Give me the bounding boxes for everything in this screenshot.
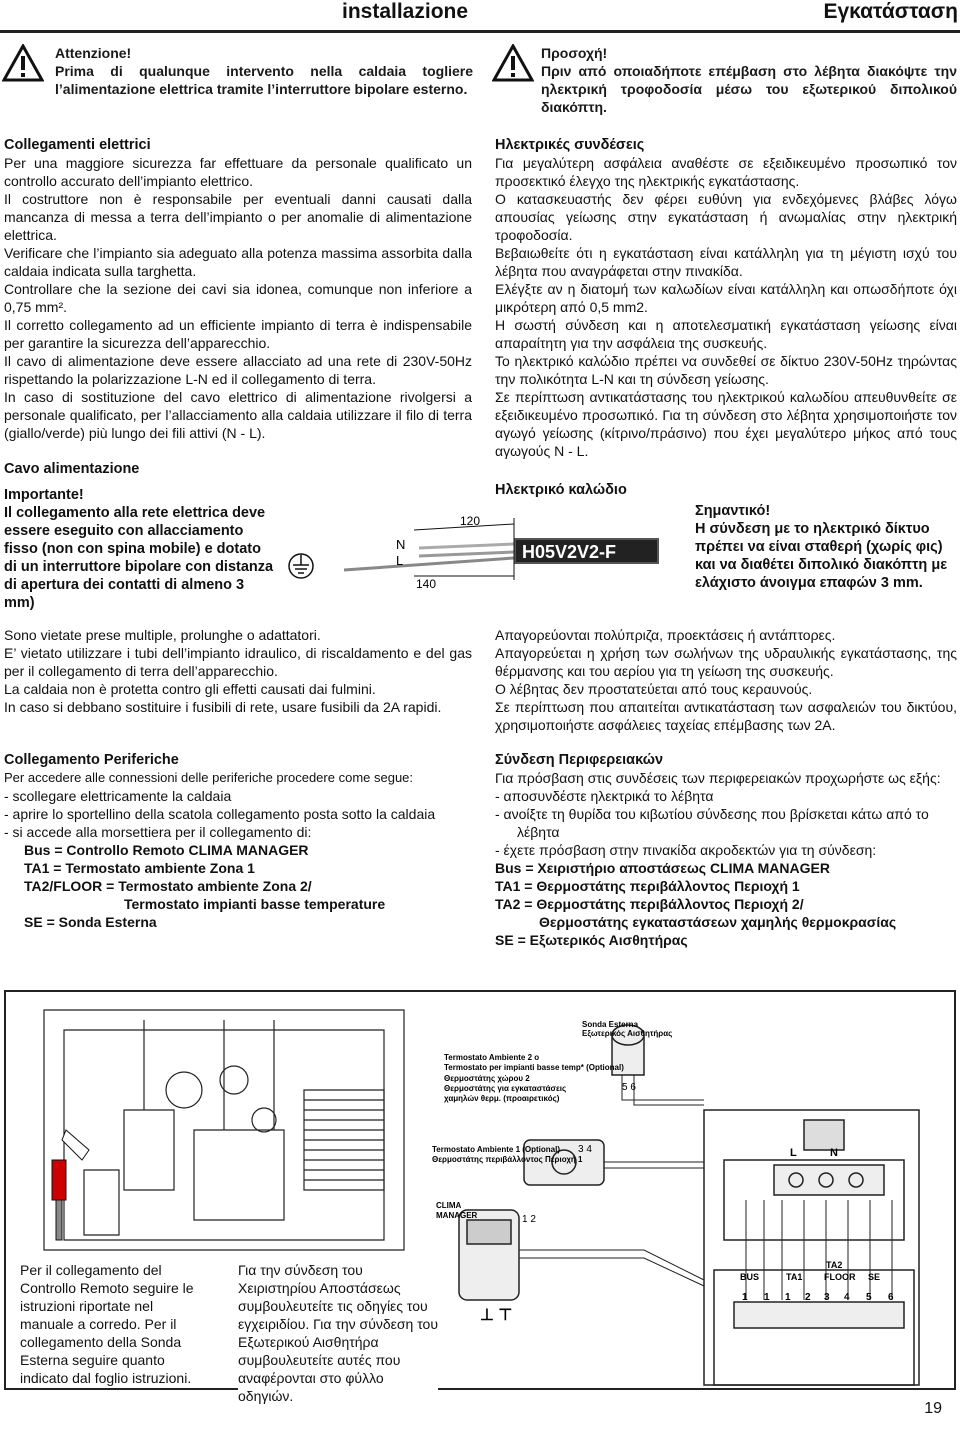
list-item: - αποσυνδέστε ηλεκτρικά το λέβητα [495,788,714,804]
paragraph: Ελέγξτε αν η διατομή των καλωδίων είναι κατάλληλη και οπωσδήποτε όχι μικρότερη από 0,5 mm2. [495,281,957,315]
paragraph: Il costruttore non è responsabile per eventuali danni causati dalla mancanza di messa a terra dell’impianto o per anomalie di alimentazione elettrica. [4,191,472,243]
terminal-num: 5 6 [622,1082,636,1093]
warning-icon [492,44,534,82]
terminal-def: Bus = Χειριστήριο αποστάσεως CLIMA MANAGER [495,860,830,876]
header-title-gr: Εγκατάσταση [823,0,958,23]
earth-wire [344,558,514,570]
bottom-note-it: Per il collegamento del Controllo Remoto seguire le istruzioni riportate nel manuale a corredo. Per il collegamento della Sonda Esterna seguire quanto indicato dal foglio istruzioni. [20,1261,200,1387]
paragraph: La caldaia non è protetta contro gli effetti causati dai fulmini. [4,681,376,697]
section-title: Ηλεκτρικές συνδέσεις [495,137,645,153]
paragraph: Βεβαιωθείτε ότι η εγκατάσταση είναι κατάλληλη για τη μέγιστη ισχύ του λέβητα που αναγράφεται στην πινακίδα. [495,245,957,279]
l-label: L [396,553,404,568]
paragraph: Verificare che l’impianto sia adeguato alla potenza massima assorbita dalla caldaia indicata sulla targhetta. [4,245,472,279]
paragraph: Controllare che la sezione dei cavi sia idonea, comunque non inferiore a 0,75 mm². [4,281,472,315]
warning-text: Πριν από οποιαδήποτε επέμβαση στο λέβητα διακόψτε την ηλεκτρική τροφοδοσία μέσω του εξωτερικού διπολικού διακόπτη. [541,63,957,115]
important-text: Il collegamento alla rete elettrica deve essere eseguito con allacciamento fisso (non con spina mobile) e dotato di un interruttore bipolare con distanza di apertura dei contatti di almeno 3 mm) [4,505,274,611]
paragraph: Η σωστή σύνδεση και η αποτελεσματική εγκατάσταση γείωσης είναι απαραίτητη για την ασφάλεια της συσκευής. [495,317,957,351]
ta2-label-gr-2: Θερμοστάτης για εγκαταστάσεις [444,1084,567,1093]
terminal-def: SE = Sonda Esterna [24,914,157,930]
terminal-num: 1 2 [522,1214,536,1225]
terminal-def: Termostato impianti basse temperature [124,896,386,912]
paragraph: Απαγορεύεται η χρήση των σωλήνων της υδραυλικής εγκατάστασης, της θέρμανσης και του αερίου για τη γείωση της συσκευής. [495,645,957,679]
ta1-label-it: Termostato Ambiente 1 (Optional) [432,1145,561,1154]
bottom-note-gr: Για την σύνδεση του Χειριστηρίου Αποστάσεως συμβουλευτείτε τις οδηγίες του εγχειριδίου. Για την σύνδεση του Εξωτερικού Αισθητήρα συμβουλευτείτε αυτές που αναφέρονται στο φύλλο οδηγιών. [238,1262,438,1404]
terminal-def: SE = Εξωτερικός Αισθητήρας [495,932,688,948]
label-ta2: TA2 [826,1260,843,1270]
paragraph: Σε περίπτωση αντικατάστασης του ηλεκτρικού καλωδίου απευθυνθείτε σε εξειδικευμένο προσωπικό. Για τη σύνδεση στο λέβητα χρησιμοποιήστε τον αγωγό γείωσης (κίτρινο/πράσινο) που έχει μεγαλύτερο μήκος από τους αγωγούς N - L. [495,389,957,459]
ta2-label-it-1: Termostato Ambiente 2 o [444,1053,540,1062]
peripherals-gr [495,751,957,949]
prohibitions-it [4,626,472,716]
terminal-def: TA2/FLOOR = Termostato ambiente Zona 2/ [24,878,312,894]
paragraph: Per accedere alle connessioni delle periferiche procedere come segue: [4,770,414,785]
paragraph: Il cavo di alimentazione deve essere allacciato ad una rete di 230V-50Hz rispettando la polarizzazione L-N ed il collegamento di terra. [4,353,472,387]
warning-gr [541,44,957,116]
ta2-label-gr-1: Θερμοστάτης χώρου 2 [444,1074,530,1083]
length-120: 120 [460,514,481,528]
terminal-num: 3 4 [578,1144,592,1155]
neutral-wire [419,544,514,548]
warning-it [55,44,473,98]
paragraph: Sono vietate prese multiple, prolunghe o adattatori. [4,627,321,643]
label-se: SE [868,1272,881,1282]
paragraph: In caso di sostituzione del cavo elettrico di alimentazione rivolgersi a personale qualificato, per l’allacciamento alla caldaia utilizzare il filo di terra (giallo/verde) più lungo dei fili attivi (N - L). [4,389,472,441]
list-item: - έχετε πρόσβαση στην πινακίδα ακροδεκτών για τη σύνδεση: [495,842,877,858]
clima-label: CLIMA [436,1201,462,1210]
prohibitions-gr [495,626,957,734]
terminal-l: L [790,1147,797,1159]
paragraph: Απαγορεύονται πολύπριζα, προεκτάσεις ή αντάπτορες. [495,627,836,643]
warning-icon [2,44,44,82]
manager-label: MANAGER [436,1211,478,1220]
clima-manager-icon [459,1210,519,1300]
section-title: Collegamento Periferiche [4,752,179,768]
bus-polarity-label: ⊥ ⊤ [480,1307,513,1324]
cable-code: H05V2V2-F [522,542,617,562]
warning-title: Attenzione! [55,45,132,61]
list-item: - ανοίξτε τη θυρίδα του κιβωτίου σύνδεσης που βρίσκεται κάτω από το λέβητα [495,806,929,840]
terminal-n: N [830,1147,838,1159]
paragraph: Ο λέβητας δεν προστατεύεται από τους κεραυνούς. [495,681,813,697]
important-gr [695,502,957,592]
cable-title-gr: Ηλεκτρικό καλώδιο [495,482,627,498]
important-title: Importante! [4,487,84,503]
ta2-label-gr-3: χαμηλών θερμ. (προαιρετικός) [444,1094,560,1103]
header-title-it: installazione [342,0,469,23]
list-item: - scollegare elettricamente la caldaia [4,788,232,804]
paragraph: In caso si debbano sostituire i fusibili di rete, usare fusibili da 2A rapidi. [4,699,442,715]
term-6: 6 [888,1292,894,1303]
list-item: - si accede alla morsettiera per il collegamento di: [4,824,312,840]
ta1-label-gr: Θερμοστάτης περιβάλλοντος Περιοχή 1 [432,1155,583,1164]
n-label: N [396,537,406,552]
term-1b: 1 [764,1292,770,1303]
term-3: 3 [824,1292,830,1303]
paragraph: Για μεγαλύτερη ασφάλεια αναθέστε σε εξειδικευμένο προσωπικό τον προσεκτικό έλεγχο της ηλεκτρικής εγκατάστασης. [495,155,957,189]
paragraph: Για πρόσβαση στις συνδέσεις των περιφερειακών προχωρήστε ως εξής: [495,770,941,786]
paragraph: Il corretto collegamento ad un efficiente impianto di terra è indispensabile per garantire la sicurezza dell’apparecchio. [4,317,472,351]
terminal-def: Bus = Controllo Remoto CLIMA MANAGER [24,842,309,858]
paragraph: Per una maggiore sicurezza far effettuare da personale qualificato un controllo accurato dell’impianto elettrico. [4,155,472,189]
term-1a: 1 [742,1292,748,1303]
terminal-def: TA1 = Θερμοστάτης περιβάλλοντος Περιοχή 1 [495,878,800,894]
term-2: 2 [805,1292,811,1303]
cable-title-it: Cavo alimentazione [4,461,140,477]
live-wire [419,552,514,556]
terminal-def: TA1 = Termostato ambiente Zona 1 [24,860,255,876]
paragraph: Το ηλεκτρικό καλώδιο πρέπει να συνδεθεί σε δίκτυο 230V-50Hz τηρώντας την πολικότητα L-N και τη σύνδεση γείωσης. [495,353,957,387]
important-title: Σημαντικό! [695,503,771,519]
ta2-label-it-2: Termostato per impianti basse temp* (Optional) [444,1063,624,1072]
sonda-label-gr: Εξωτερικός Αισθητήρας [582,1029,673,1038]
label-bus: BUS [740,1272,760,1282]
important-text: Η σύνδεση με το ηλεκτρικό δίκτυο πρέπει να είναι σταθερή (χωρίς φις) και να διαθέτει διπολικό διακόπτη με ελάχιστο άνοιγμα επαφών 3 mm. [695,521,948,591]
paragraph: Σε περίπτωση που απαιτείται αντικατάσταση των ασφαλειών του δικτύου, χρησιμοποιήστε ασφάλειες ταχείας επέμβασης των 2A. [495,699,957,733]
important-it [4,486,274,612]
paragraph: E’ vietato utilizzare i tubi dell’impianto idraulico, di riscaldamento e del gas per il collegamento di terra dell’apparecchio. [4,645,472,679]
term-5: 5 [866,1292,872,1303]
peripherals-it [4,751,474,931]
label-ta1: TA1 [786,1272,803,1282]
electric-section-it [4,136,472,442]
warning-title: Προσοχή! [541,45,608,61]
label-floor: FLOOR [824,1272,856,1282]
sonda-label-it: Sonda Esterna [582,1020,639,1029]
cable-diagram [284,508,684,598]
length-140: 140 [416,577,437,591]
term-4: 4 [844,1292,850,1303]
page-number: 19 [924,1400,942,1417]
warning-text: Prima di qualunque intervento nella caldaia togliere l’alimentazione elettrica tramite l’interruttore bipolare esterno. [55,63,473,97]
terminal-def: TA2 = Θερμοστάτης περιβάλλοντος Περιοχή 2/ [495,896,804,912]
terminal-def: Θερμοστάτης εγκαταστάσεων χαμηλής θερμοκρασίας [539,914,897,930]
list-item: - aprire lo sportellino della scatola collegamento posta sotto la caldaia [4,806,436,822]
section-title: Σύνδεση Περιφερειακών [495,752,664,768]
section-title: Collegamenti elettrici [4,137,151,153]
header-rule [0,30,960,33]
electric-section-gr [495,136,957,460]
term-1c: 1 [785,1292,791,1303]
paragraph: Ο κατασκευαστής δεν φέρει ευθύνη για ενδεχόμενες βλάβες λόγω απουσίας γείωσης στην εγκατάσταση ή ανωμαλίας στην ηλεκτρική τροφοδοσία. [495,191,957,243]
